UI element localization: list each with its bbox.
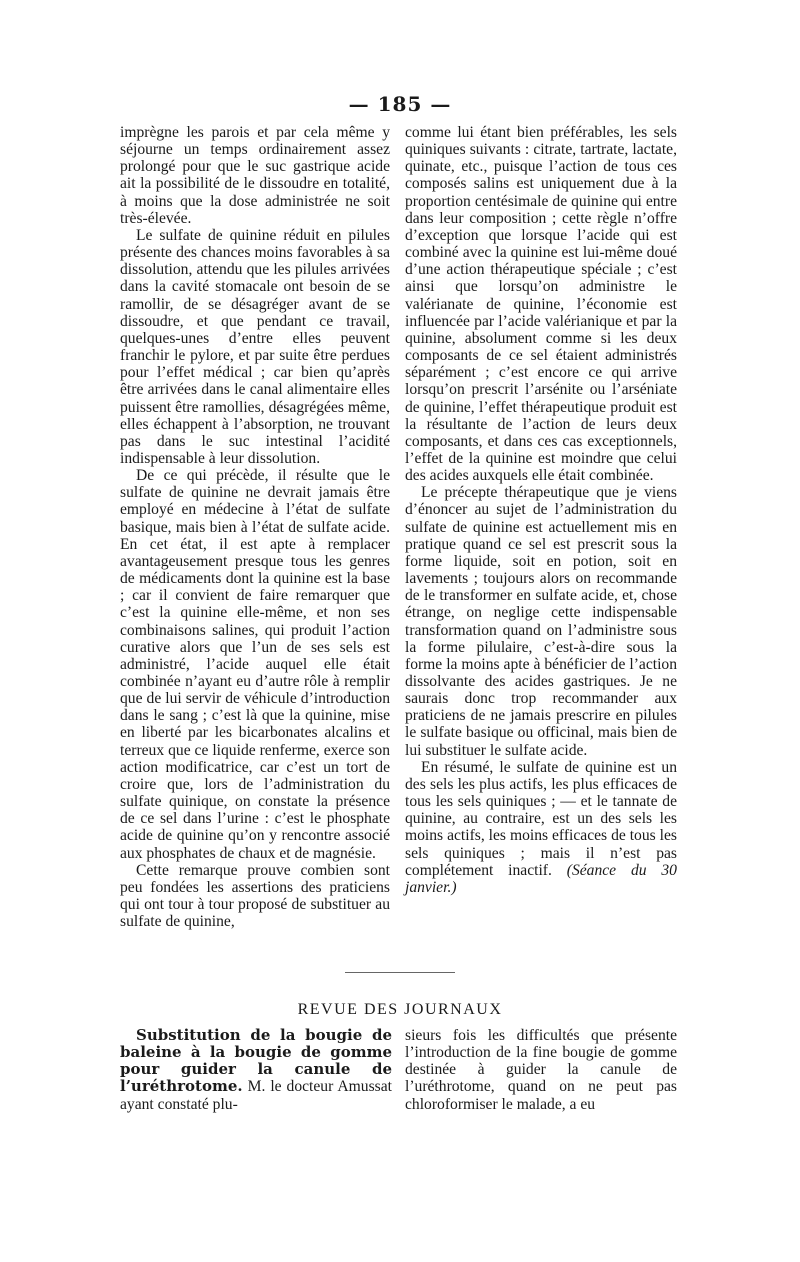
section-divider	[345, 972, 455, 973]
paragraph: Le sulfate de quinine réduit en pilules présente des chances moins favorables à sa dissolution, attendu que les pilules arrivées dans la cavité stomacale ont besoin de se ramollir, de se désagréger avant de se dissoudre, et que pendant ce travail, quelques-unes d’entre elles peuvent franchir le pylore, et par suite être perdues pour l’effet médical ; car bien qu’après être arrivées dans le canal alimentaire elles puissent être ramollies, désagrégées même, elles échappent à l’absorption, ne trouvant pas dans le suc intestinal l’acidité indispensable à leur dissolution.	[120, 226, 390, 467]
article-text: sieurs fois les difficultés que présente l’introduction de la fine bougie de gomme destinée à guider la canule de l’uréthrotome, quand on ne peut pas chloroformiser le malade, a eu	[405, 1027, 677, 1113]
text-column-right	[405, 124, 677, 896]
paragraph: Cette remarque prouve combien sont peu fondées les assertions des praticiens qui ont tour à tour proposé de substituer au sulfate de quinine,	[120, 861, 390, 931]
page-number: — 185 —	[348, 92, 452, 116]
paragraph: imprègne les parois et par cela même y séjourne un temps ordinairement assez prolongé pour que le suc gastrique acide ait la possibilité de le dissoudre en totalité, à moins que la dose administrée ne soit très-élevée.	[120, 124, 390, 227]
article-paragraph	[120, 1027, 392, 1113]
paragraph-text: En résumé, le sulfate de quinine est un des sels les plus actifs, les plus efficaces de tous les sels quiniques ; — et le tannate de quinine, au contraire, est un des sels les moins actifs, les moins efficaces de tous les sels quiniques ; mais il n’est pas complétement inactif.	[405, 758, 677, 879]
paragraph: Le précepte thérapeutique que je viens d’énoncer au sujet de l’administration du sulfate de quinine est actuellement mis en pratique quand ce sel est prescrit sous la forme liquide, soit en potion, soit en lavements ; toujours alors on recommande de le transformer en sulfate acide, et, chose étrange, on neglige cette indispensable transformation quand on l’administre sous la forme pilulaire, c’est-à-dire sous la forme la moins apte à bénéficier de l’action dissolvante des acides gastriques. Je ne saurais donc trop recommander aux praticiens de ne jamais prescrire en pilules le sulfate basique ou officinal, mais bien de lui substituer le sulfate acide.	[405, 484, 677, 759]
article-heading: Substitution de la bougie de baleine à la bougie de gomme pour guider la canule de l’uréthrotome.	[120, 1026, 392, 1096]
paragraph: De ce qui précède, il résulte que le sulfate de quinine ne devrait jamais être employé en médecine à l’état de sulfate basique, mais bien à l’état de sulfate acide. En cet état, il est apte à remplacer avantageusement presque tous les genres de médicaments dont la quinine est la base ; car il convient de faire remarquer que c’est la quinine elle-même, et non ses combinaisons salines, qui produit l’action curative alors que l’un de ses sels est administré, l’acide auquel elle était combinée n’ayant eu d’autre rôle à remplir que de lui servir de véhicule d’introduction dans le sang ; c’est là que la quinine, mise en liberté par les bicarbonates alcalins et terreux que ce liquide renferme, exerce son action modificatrice, car c’est un tort de croire que, lors de l’administration du sulfate quinique, on constate la présence de ce sel dans l’urine : c’est le phosphate acide de quinine qu’on y rencontre associé aux phosphates de chaux et de magnésie.	[120, 467, 390, 862]
text-column-left	[120, 124, 390, 930]
session-citation: (Séance du 30 janvier.)	[405, 861, 677, 896]
paragraph: comme lui étant bien préférables, les sels quiniques suivants : citrate, tartrate, lactate, quinate, etc., puisque l’action de tous ces composés salins est uniquement due à la proportion centésimale de quinine qui entre dans leur composition ; cette règle n’offre d’exception que lorsque l’acide qui est combiné avec la quinine est lui-même doué d’une action thérapeutique spéciale ; c’est ainsi que lorsqu’on administre le valérianate de quinine, l’économie est influencée par l’acide valérianique et par la quinine, absolument comme si les deux composants de ce sel étaient administrés séparément ; c’est encore ce qui arrive lorsqu’on prescrit l’arsénite ou l’arséniate de quinine, l’effet thérapeutique produit est la résultante de l’action de leurs deux composants, et dans ces cas exceptionnels, l’effet de la quinine est moindre que celui des acides auxquels elle était combinée.	[405, 124, 677, 485]
article-column-left	[120, 1027, 392, 1113]
article-column-right	[405, 1027, 677, 1113]
paragraph	[405, 759, 677, 896]
section-title: REVUE DES JOURNAUX	[297, 1001, 503, 1018]
article-text: M. le docteur Amussat ayant constaté plu-	[120, 1078, 392, 1113]
